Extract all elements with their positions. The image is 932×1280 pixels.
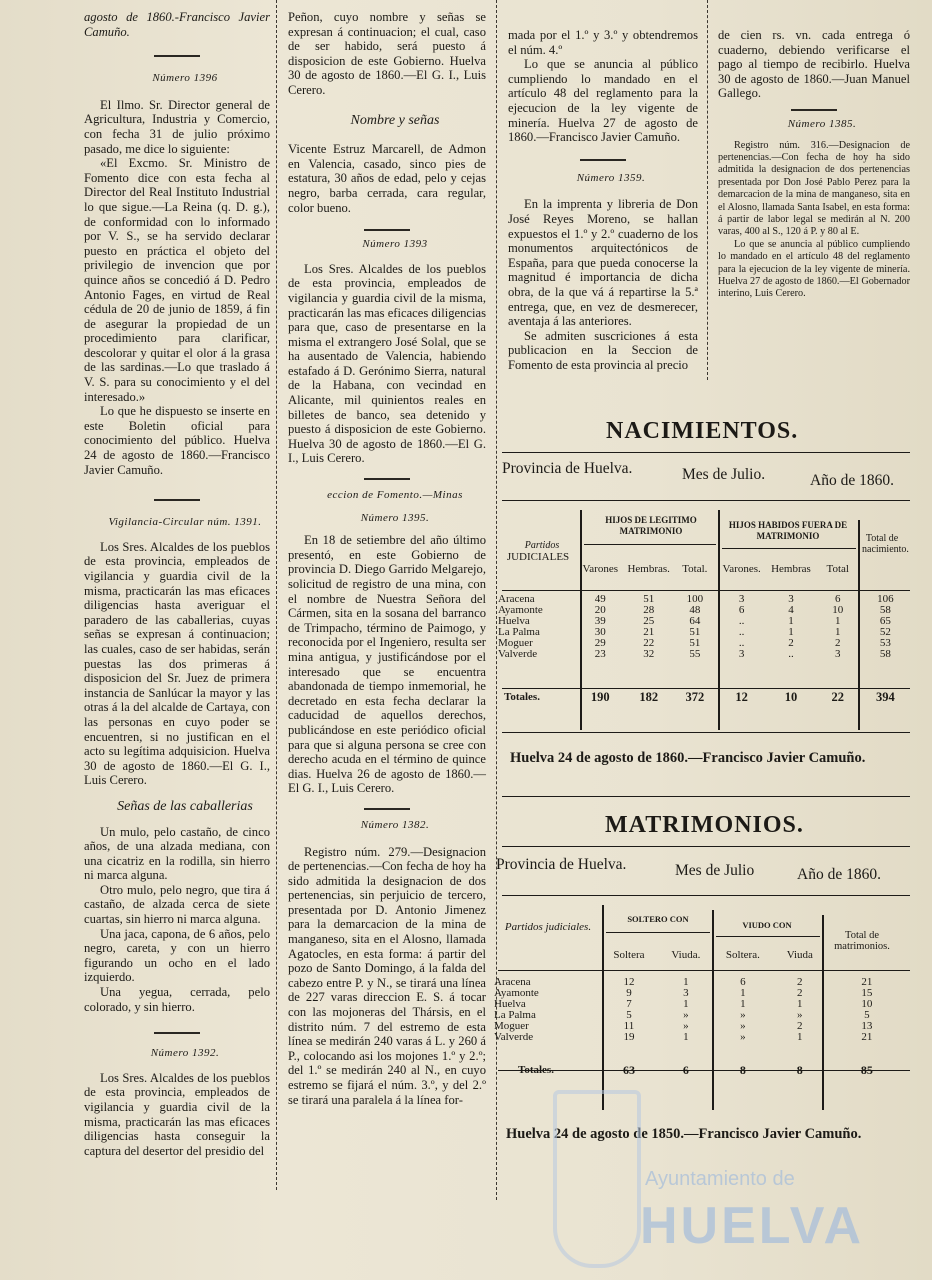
column-4 <box>718 28 910 301</box>
cell: » <box>740 1031 746 1043</box>
table-row <box>496 616 910 627</box>
paragraph: Lo que se anuncia al público cumpliendo lo mandado en el artículo 48 del reglamento para la ejecucion de la ley vigente de minería. Huelva 27 de agosto de 1860.—El Gobernador interino, Luis Cerero. <box>718 238 910 300</box>
paragraph: Los Sres. Alcaldes de los pueblos de esta provincia, empleados de vigilancia y guardia civil de la misma, practicarán las mas eficaces diligencias hasta averiguar el paradero de las caballerias, cuyas señas se expresan á continuacion; las cuales, caso de ser habidas, serán puestas las dos primeras á disposicion del Sr. Juez de primera instancia de Sanlúcar la mayor y las otras á la del alcalde de Cartaya, con las personas en cuyo poder se encuentren, si no justifican en el acto su legítima adquisicion. Huelva 30 de agosto de 1860.—El G. I., Luis Cerero. <box>84 539 270 788</box>
cell: » <box>683 1020 689 1032</box>
cell: 21 <box>643 626 655 638</box>
section-number: Número 1396 <box>152 72 218 85</box>
header-viudo-con: VIUDO CON <box>742 920 792 930</box>
totals-label: Totales. <box>504 691 540 703</box>
cell: 58 <box>879 604 891 616</box>
cell: 6 <box>738 604 745 616</box>
totals-row <box>496 692 910 703</box>
cell: 19 <box>623 1031 635 1043</box>
cell: 1 <box>740 987 746 999</box>
paragraph: En 18 de setiembre del año último presentó, en este Gobierno de provincia D. Diego Garrido Melgarejo, solicitud de registro de una mina, con el nombre de Nuestra Señora del Cármen, sita en la sosana del barranco de Trimpacho, término de Paimogo, y reconocida por el Ingeniero, resulta ser mina antigua, y justificándose por el interesado que se encuentra abandonada de tiempo inmemorial, he decretado en esta fecha declarar la caducidad de aquellos derechos, publicándose en este periódico oficial para que si alguna persona se cree con derecho acuda en el término de quince dias. Huelva 26 de agosto de 1860.—El G. I., Luis Cerero. <box>288 533 486 796</box>
cell: 10 <box>784 690 798 704</box>
cell: 25 <box>643 615 655 627</box>
cell: 12 <box>623 976 635 988</box>
col-header: Varones <box>582 562 618 575</box>
table-row <box>492 1032 906 1043</box>
matrimonios-signature: Huelva 24 de agosto de 1850.—Francisco Javier Camuño. <box>506 1126 862 1142</box>
cell: 3 <box>788 593 794 605</box>
cell: 3 <box>738 593 745 605</box>
section-title: eccion de Fomento.—Minas <box>327 489 463 502</box>
table-row <box>496 594 910 605</box>
divider <box>154 499 200 501</box>
col-header: Soltera <box>613 948 645 961</box>
cell: 52 <box>879 626 891 638</box>
cell: 8 <box>796 1063 803 1077</box>
cell: 1 <box>788 615 794 627</box>
cell: 49 <box>594 593 606 605</box>
row-label: Ayamonte <box>498 604 543 616</box>
nacimientos-signature: Huelva 24 de agosto de 1860.—Francisco Javier Camuño. <box>510 750 866 766</box>
section-number: Número 1385. <box>787 117 857 130</box>
cell: 10 <box>861 998 873 1010</box>
cell: 5 <box>626 1009 632 1021</box>
header-judiciales: JUDICIALES <box>506 551 570 563</box>
cell: 21 <box>861 1031 873 1043</box>
paragraph: Lo que he dispuesto se inserte en este Boletin oficial para conocimiento del público. Huelva 24 de agosto de 1860.—Francisco Javier Camuño. <box>84 404 270 477</box>
cell: 106 <box>877 593 894 605</box>
column-divider <box>707 0 708 380</box>
cell: 1 <box>740 998 746 1010</box>
column-2 <box>288 10 486 1107</box>
cell: 1 <box>788 626 794 638</box>
table-rule <box>716 936 820 937</box>
cell: .. <box>738 637 745 649</box>
table-row <box>492 977 906 988</box>
table-rule <box>502 452 910 453</box>
cell: 32 <box>643 648 655 660</box>
cell: 1 <box>797 998 803 1010</box>
cell: » <box>740 1020 746 1032</box>
cell: 15 <box>861 987 873 999</box>
anio-label: Año de 1860. <box>797 866 881 883</box>
cell: .. <box>738 626 745 638</box>
cell: 39 <box>594 615 606 627</box>
column-3 <box>508 28 698 372</box>
cell: 2 <box>797 976 803 988</box>
divider <box>364 808 410 810</box>
mes-label: Mes de Julio. <box>682 466 766 483</box>
coat-of-arms-watermark <box>553 1090 641 1268</box>
cell: 5 <box>864 1009 870 1021</box>
cell: 12 <box>735 690 748 704</box>
cell: 51 <box>689 626 701 638</box>
header-hijos-legitimos: HIJOS DE LEGITIMO MATRIMONIO <box>605 515 697 536</box>
section-number: Número 1392. <box>150 1047 220 1060</box>
header-soltero-con: SOLTERO CON <box>627 914 689 924</box>
section-number: Número 1359. <box>576 171 646 184</box>
header-partidos-judiciales: Partidos judiciales. <box>504 921 592 933</box>
paragraph: Una jaca, capona, de 6 años, pelo negro, careta, y con un hierro figurando un ocho en el lado izquierdo. <box>84 926 270 985</box>
cell: 8 <box>739 1063 746 1077</box>
row-label: Moguer <box>494 1020 529 1032</box>
section-number: Número 1393 <box>362 238 428 251</box>
col-header: Hembras <box>771 562 811 575</box>
cell: 1 <box>683 976 689 988</box>
cell: 13 <box>861 1020 873 1032</box>
divider <box>154 1032 200 1034</box>
cell: 372 <box>685 690 705 704</box>
cell: .. <box>788 648 794 660</box>
row-label: Valverde <box>494 1031 534 1043</box>
paragraph: mada por el 1.º y 3.º y obtendremos el núm. 4.º <box>508 28 698 57</box>
table-rule <box>722 548 856 549</box>
paragraph: Peñon, cuyo nombre y señas se expresan á continuacion; el cual, caso de ser habido, será puesto á disposicion de este Gobierno. Huelva 30 de agosto de 1860.—El G. I., Luis Cerero. <box>288 10 486 97</box>
cell: 51 <box>643 593 655 605</box>
cell: 22 <box>831 690 844 704</box>
cell: 65 <box>879 615 891 627</box>
table-row <box>496 627 910 638</box>
table-row <box>492 1010 906 1021</box>
row-label: La Palma <box>498 626 540 638</box>
col-header: Soltera. <box>725 948 760 961</box>
totals-row <box>492 1065 906 1076</box>
anio-label: Año de 1860. <box>810 472 894 489</box>
row-label: Huelva <box>498 615 530 627</box>
col-header: Viuda <box>786 948 813 961</box>
cell: .. <box>738 615 745 627</box>
cell: 22 <box>643 637 655 649</box>
table-rule <box>502 500 910 501</box>
table-rule <box>584 544 716 545</box>
cell: 53 <box>879 637 891 649</box>
table-row <box>492 1021 906 1032</box>
paragraph: Los Sres. Alcaldes de los pueblos de esta provincia, empleados de vigilancia y guardia civil de la misma, practicarán las mas eficaces diligencias para que, caso de presentarse en la misma el extrangero José Solal, que se ha ausentado de Valencia, habiendo estafado á D. Gerónimo Sierra, natural de la Habana, con vecindad en Alicante, mil quinientos reales en billetes de banco, sea detenido y puesto á disposicion de este Gobierno. Huelva 30 de agosto de 1860.—El G. I., Luis Cerero. <box>288 261 486 466</box>
cell: » <box>740 1009 746 1021</box>
cell: 20 <box>594 604 606 616</box>
header-hijos-fuera: HIJOS HABIDOS FUERA DE MATRIMONIO <box>728 520 848 541</box>
table-row <box>496 638 910 649</box>
cell: 29 <box>594 637 606 649</box>
table-row <box>492 988 906 999</box>
cell: 58 <box>879 648 891 660</box>
paragraph: Registro núm. 279.—Designacion de pertenencias.—Con fecha de hoy ha sido admitida la designacion de dos pertenencias, sin perjuicio de tercero, presentada por D. Antonio Jimenez para la demarcacion de la mina de manganeso, sita en el Alosno, llamada Agatocles, en esta forma: á partir del pozo de Santo Domingo, á la falda del cabezo entre P. y N., se tirará una línea de 227 varas direccion E. S. á tocar con las mojoneras del Thársis, en el distrito núm. 7 del estremo de esta línea se medirán 240 varas á L. y 260 á P., colocando asi los mojones 1.º y 2.º; del 1.º se medirán 240 al N., en cuyo estremo se fijará el núm. 3.º, y del 2.º se tirará una paralela á la línea for- <box>288 844 486 1107</box>
paragraph: Lo que se anuncia al público cumpliendo lo mandado en el artículo 48 del reglamento para la ejecucion de la ley vigente de minería. Huelva 27 de agosto de 1860.—Francisco Javier Camuño. <box>508 57 698 145</box>
cell: 2 <box>834 637 841 649</box>
column-headers <box>496 558 910 580</box>
divider <box>364 478 410 480</box>
nacimientos-table <box>496 558 910 703</box>
table-row <box>496 649 910 660</box>
watermark-line1: Ayuntamiento de <box>645 1168 795 1190</box>
cell: 30 <box>594 626 606 638</box>
column-headers <box>492 944 906 966</box>
cell: 3 <box>738 648 745 660</box>
row-label: Aracena <box>498 593 535 605</box>
totals-label: Totales. <box>518 1064 554 1076</box>
cell: 11 <box>623 1020 635 1032</box>
paragraph: Registro núm. 316.—Designacion de pertenencias.—Con fecha de hoy ha sido admitida la designacion de dos pertenencias presentada por Don José Pablo Perez para la demarcacion de la mina de manganeso, sita en el Alosno, llamada Santa Isabel, en esta forma: á partir de labor legal se medirán al N. 200 varas, 400 al S., 120 á P. y 80 al E. <box>718 139 910 238</box>
paragraph: Otro mulo, pelo negro, que tira á castaño, de alzada cerca de siete cuartas, sin hierro ni marca alguna. <box>84 882 270 927</box>
cell: 2 <box>797 1020 803 1032</box>
row-label: Ayamonte <box>494 987 539 999</box>
row-label: Valverde <box>498 648 538 660</box>
row-label: Aracena <box>494 976 531 988</box>
cell: 21 <box>861 976 873 988</box>
paragraph: En la imprenta y libreria de Don José Reyes Moreno, se hallan expuestos el 1.º y 2.º cuaderno de los monumentos arquitectónicos de España, para que pueda conocerse la magnitud é importancia de dicha obra, de la que vá á repartirse la 5.ª entrega, que, en vez de desmerecer, aventaja á las anteriores. <box>508 197 698 329</box>
row-label: Moguer <box>498 637 533 649</box>
divider <box>580 159 626 161</box>
col-header: Total <box>826 562 849 575</box>
paragraph: Una yegua, cerrada, pelo colorado, y sin hierro. <box>84 985 270 1014</box>
cell: 1 <box>683 1031 689 1043</box>
table-row <box>492 999 906 1010</box>
cell: 1 <box>797 1031 803 1043</box>
watermark-line2: HUELVA <box>640 1197 865 1255</box>
cell: 394 <box>875 690 895 704</box>
cell: 9 <box>626 987 632 999</box>
cell: 28 <box>643 604 655 616</box>
header-partidos: Partidos <box>524 540 560 551</box>
section-number: Número 1395. <box>360 511 430 524</box>
paragraph: de cien rs. vn. cada entrega ó cuaderno, debiendo verificarse el pago al tiempo de recibirlo. Huelva 30 de agosto de 1860.—Juan Manuel Gallego. <box>718 28 910 101</box>
cell: 2 <box>788 637 794 649</box>
cell: 190 <box>590 690 610 704</box>
cell: 85 <box>860 1063 873 1077</box>
table-row <box>496 605 910 616</box>
cell: 64 <box>689 615 701 627</box>
text-line: agosto de 1860.-Francisco Javier Camuño. <box>84 10 270 39</box>
cell: 7 <box>626 998 632 1010</box>
column-divider <box>276 0 277 1190</box>
row-label: La Palma <box>494 1009 536 1021</box>
cell: 6 <box>682 1063 689 1077</box>
cell: 1 <box>683 998 689 1010</box>
cell: 3 <box>683 987 689 999</box>
divider <box>154 55 200 57</box>
cell: 55 <box>689 648 701 660</box>
cell: 48 <box>689 604 701 616</box>
row-label: Huelva <box>494 998 526 1010</box>
cell: 3 <box>834 648 841 660</box>
divider <box>791 109 837 111</box>
table-rule <box>502 895 910 896</box>
cell: 1 <box>834 626 841 638</box>
cell: 6 <box>834 593 841 605</box>
cell: 23 <box>594 648 606 660</box>
section-title: Señas de las caballerias <box>117 798 253 814</box>
paragraph: «El Excmo. Sr. Ministro de Fomento dice con esta fecha al Director del Real Instituto Industrial lo que sigue.—La Reina (q. D. g.), de conformidad con lo informado por V. S., se ha servido declarar puesto en práctica el objeto del privilegio de invencion que por quince años se concedió á D. Pedro Antonio Fages, en virtud de Real cédula de 20 de junio de 1859, á fin de asegurar la propiedad de un procedimiento para clarificar, descolorar y quitar el olor á la grasa de las sardinas.—Lo que traslado á V. S. para su conocimiento y el del interesado.» <box>84 156 270 404</box>
cell: 4 <box>788 604 794 616</box>
table-rule <box>502 732 910 733</box>
col-header: Total. <box>682 562 708 575</box>
cell: 63 <box>622 1063 635 1077</box>
paragraph: Los Sres. Alcaldes de los pueblos de esta provincia, empleados de vigilancia y guardia civil de la misma, practicarán las mas eficaces diligencias hasta conseguir la captura del desertor del presidio del <box>84 1070 270 1158</box>
matrimonios-table <box>492 944 906 1076</box>
cell: 51 <box>689 637 701 649</box>
paragraph: Un mulo, pelo castaño, de cinco años, de una alzada mediana, con una cicatriz en la rodilla, sin hierro ni marca alguna. <box>84 824 270 883</box>
table-rule <box>606 932 710 933</box>
paragraph: Se admiten suscriciones á esta publicacion en la Seccion de Fomento de esta provincia al precio <box>508 328 698 372</box>
header-total-nacimiento: Total de nacimiento. <box>862 533 909 555</box>
section-number: Número 1382. <box>360 818 430 831</box>
cell: 6 <box>740 976 746 988</box>
cell: 182 <box>639 690 659 704</box>
nacimientos-title: NACIMIENTOS. <box>606 418 799 444</box>
section-title: Nombre y señas <box>350 112 440 128</box>
cell: 2 <box>797 987 803 999</box>
paragraph: El Ilmo. Sr. Director general de Agricultura, Industria y Comercio, con fecha 31 de julio próximo pasado, me dice lo siguiente: <box>84 97 270 156</box>
table-rule <box>502 796 910 797</box>
section-number: Vigilancia-Circular núm. 1391. <box>108 516 262 529</box>
divider <box>364 229 410 231</box>
column-1 <box>84 10 270 1158</box>
paragraph: Vicente Estruz Marcarell, de Admon en Valencia, casado, sinco pies de estatura, 30 años de edad, pelo y cejas negro, barba cerrada, cara regular, color bueno. <box>288 142 486 215</box>
cell: 10 <box>832 604 844 616</box>
table-rule <box>502 846 910 847</box>
cell: » <box>683 1009 689 1021</box>
col-header: Hembras. <box>627 562 670 575</box>
col-header: Varones. <box>722 562 761 575</box>
cell: 100 <box>686 593 704 605</box>
provincia-label: Provincia de Huelva. <box>502 460 633 477</box>
col-header: Viuda. <box>671 948 701 961</box>
cell: 1 <box>834 615 841 627</box>
provincia-label: Provincia de Huelva. <box>496 856 627 873</box>
mes-label: Mes de Julio <box>675 862 755 879</box>
matrimonios-title: MATRIMONIOS. <box>605 812 804 838</box>
header-total-matrimonios: Total de matrimonios. <box>834 930 890 952</box>
cell: » <box>797 1009 803 1021</box>
